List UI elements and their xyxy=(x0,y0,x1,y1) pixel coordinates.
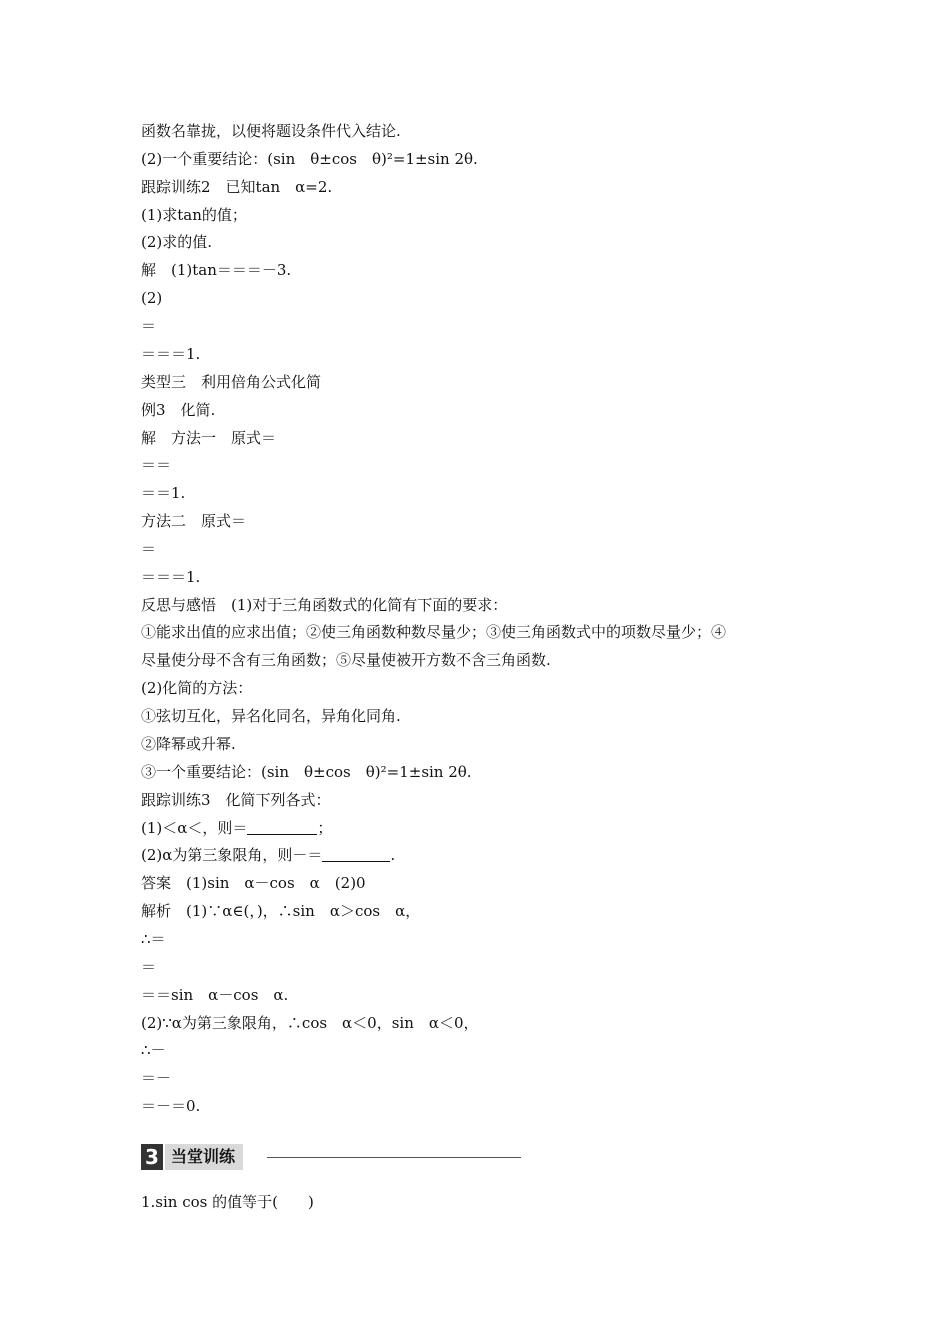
text-line: 跟踪训练2 已知tan α=2. xyxy=(141,178,333,196)
answer-blank[interactable] xyxy=(322,846,390,862)
text-line: 解 (1)tan＝＝＝－3. xyxy=(141,261,292,279)
exercise-text: ； xyxy=(317,819,333,837)
text-line: 函数名靠拢，以便将题设条件代入结论. xyxy=(141,122,401,140)
section-title: 当堂训练 xyxy=(165,1144,243,1170)
exercise-item-2 xyxy=(141,845,395,865)
text-line: ∴－ xyxy=(141,1041,166,1059)
text-line: 答案 (1)sin α－cos α (2)0 xyxy=(141,874,366,892)
text-line: (1)求tan的值； xyxy=(141,206,247,224)
exercise-item-1 xyxy=(141,818,332,838)
text-line: 尽量使分母不含有三角函数；⑤尽量使被开方数不含三角函数. xyxy=(141,651,551,669)
text-line: ③一个重要结论：(sin θ±cos θ)²=1±sin 2θ. xyxy=(141,763,472,781)
text-line: (2) xyxy=(141,289,163,307)
question-1: 1.sin cos 的值等于( ) xyxy=(141,1193,314,1211)
text-line: ＝－ xyxy=(141,1069,172,1087)
text-line: (2)求的值. xyxy=(141,233,213,251)
text-line: ＝－＝0. xyxy=(141,1097,201,1115)
text-line: ＝＝1. xyxy=(141,484,186,502)
text-line: (2)一个重要结论：(sin θ±cos θ)²=1±sin 2θ. xyxy=(141,150,478,168)
text-line: ＝ xyxy=(141,958,157,976)
section-divider xyxy=(267,1157,521,1158)
text-line: 方法二 原式＝ xyxy=(141,512,247,530)
text-line: 例3 化简. xyxy=(141,401,216,419)
text-line: 跟踪训练3 化简下列各式： xyxy=(141,791,331,809)
text-line: 解析 (1)∵α∈(，)，∴sin α＞cos α， xyxy=(141,902,421,920)
exercise-text: (1)＜α＜，则＝ xyxy=(141,819,248,837)
text-line: 解 方法一 原式＝ xyxy=(141,429,277,447)
answer-blank[interactable] xyxy=(247,819,317,835)
text-line: ①能求出值的应求出值；②使三角函数种数尽量少；③使三角函数式中的项数尽量少；④ xyxy=(141,623,727,641)
text-line: ②降幂或升幂. xyxy=(141,735,236,753)
text-line: ∴＝ xyxy=(141,930,166,948)
text-line: (2)化简的方法： xyxy=(141,679,253,697)
exercise-text: (2)α为第三象限角，则－＝ xyxy=(141,846,323,864)
text-line: ＝＝＝1. xyxy=(141,568,201,586)
text-line: ①弦切互化，异名化同名，异角化同角. xyxy=(141,707,401,725)
text-line: ＝ xyxy=(141,317,157,335)
text-line: ＝ xyxy=(141,540,157,558)
text-line: (2)∵α为第三象限角，∴cos α＜0，sin α＜0， xyxy=(141,1014,479,1032)
text-line: 反思与感悟 (1)对于三角函数式的化简有下面的要求： xyxy=(141,596,508,614)
text-line: ＝＝＝1. xyxy=(141,345,201,363)
text-line: ＝＝ xyxy=(141,456,172,474)
section-header xyxy=(141,1144,521,1170)
text-line: ＝＝sin α－cos α. xyxy=(141,986,289,1004)
section-heading: 类型三 利用倍角公式化简 xyxy=(141,373,322,391)
exercise-text: . xyxy=(390,846,396,864)
section-number: 3 xyxy=(141,1144,163,1170)
